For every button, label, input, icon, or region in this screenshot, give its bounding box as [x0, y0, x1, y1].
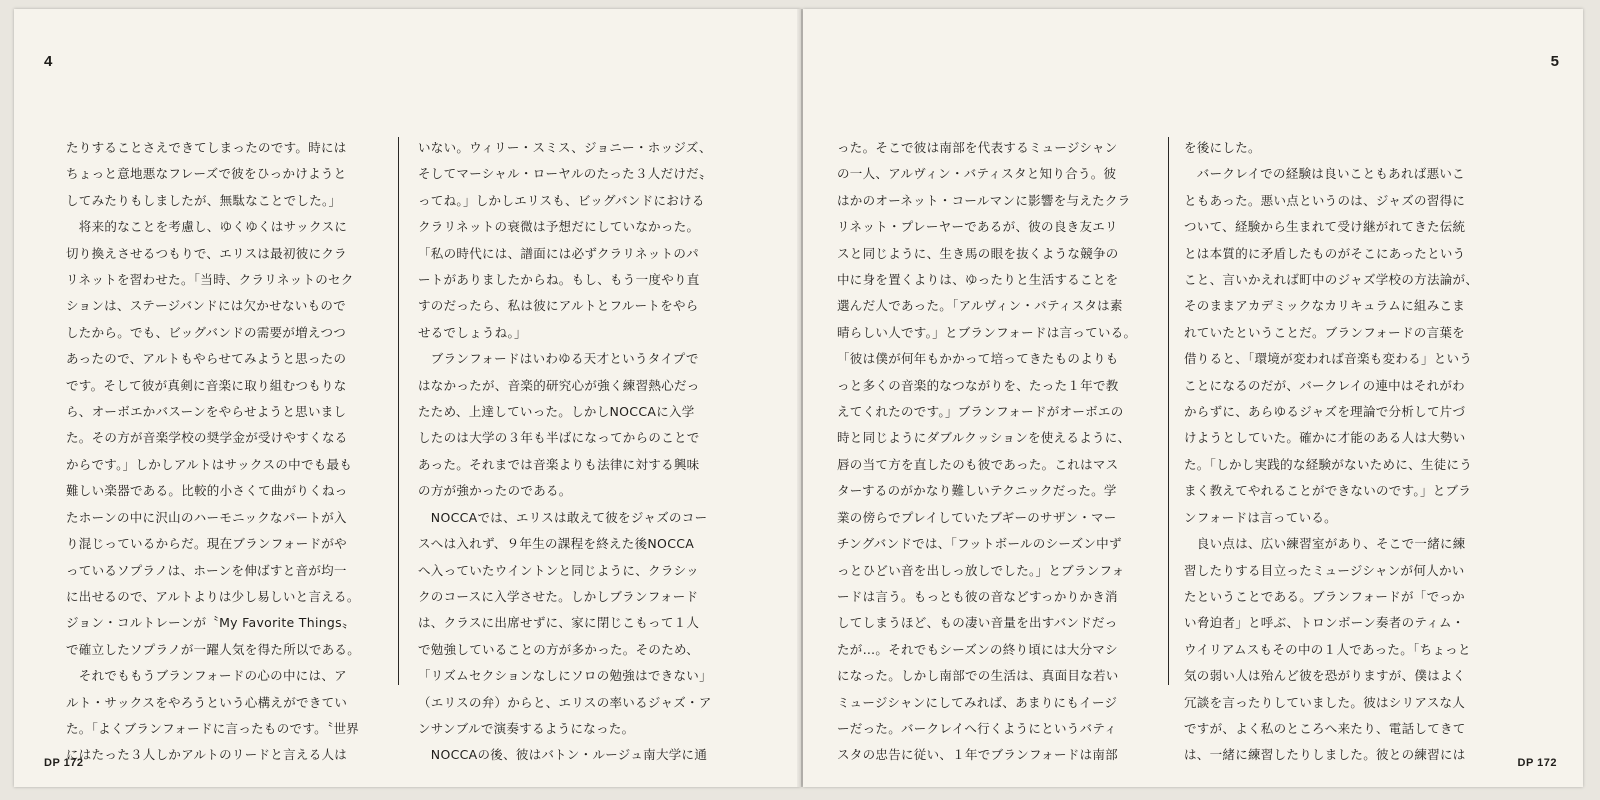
text-line: 習したりする目立ったミュージシャンが何人かい	[1184, 562, 1465, 578]
text-line: ってね。」しかしエリスも、ビッグバンドにおける	[418, 192, 705, 208]
text-line: からです。」しかしアルトはサックスの中でも最も	[66, 456, 353, 472]
text-line: れていたということだ。ブランフォードの言葉を	[1184, 324, 1465, 340]
page-number: 4	[44, 53, 53, 70]
text-line: ターするのがかなり難しいテクニックだった。学	[837, 483, 1117, 499]
text-line: 冗談を言ったりしていました。彼はシリアスな人	[1184, 694, 1466, 710]
text-column-2	[1184, 135, 1478, 769]
text-line: ミュージシャンにしてみれば、あまりにもイージ	[837, 694, 1118, 710]
text-line: 気の弱い人は殆んど彼を恐がりますが、僕はよく	[1184, 668, 1466, 684]
catalog-number: DP 172	[44, 757, 84, 769]
text-line: った。そこで彼は南部を代表するミュージシャン	[837, 140, 1118, 155]
text-line: ンサンブルで演奏するようになった。	[418, 720, 635, 736]
text-line: ウイリアムスもその中の１人であった。「ちょっと	[1184, 641, 1471, 657]
text-line: 時と同じようにダブルクッションを使えるように、	[837, 430, 1131, 446]
text-line: 将来的なことを考慮し、ゆくゆくはサックスに	[66, 219, 348, 235]
text-line: スタの忠告に従い、１年でブランフォードは南部	[837, 747, 1118, 763]
text-line: ついて、経験から生まれて受け継がれてきた伝統	[1184, 219, 1466, 235]
text-line: とは本質的に矛盾したものがそこにあったという	[1184, 245, 1466, 261]
text-line: 良い点は、広い練習室があり、そこで一緒に練	[1184, 536, 1466, 552]
text-line: NOCCAでは、エリスは敢えて彼をジャズのコー	[418, 509, 708, 525]
text-column-2	[418, 135, 712, 769]
text-line: の方が強かったのである。	[418, 483, 572, 499]
text-line: したから。でも、ビッグバンドの需要が増えつつ	[66, 324, 347, 340]
text-column-1	[66, 135, 360, 769]
text-line: けようとしていた。確かに才能のある人は大勢い	[1184, 430, 1466, 446]
text-line: 晴らしい人です。」とブランフォードは言っている。	[837, 324, 1137, 340]
text-line: スへは入れず、９年生の課程を終えた後NOCCA	[418, 536, 695, 552]
text-line: せるでしょうね。」	[418, 324, 527, 340]
text-line: は、一緒に練習したりしました。彼との練習には	[1184, 747, 1466, 763]
text-line: です。そして彼が真剣に音楽に取り組むつもりな	[66, 377, 347, 393]
text-line: っとひどい音を出しっ放しでした。」とブランフォ	[837, 562, 1125, 578]
text-line: ともあった。悪い点というのは、ジャズの習得に	[1184, 192, 1466, 208]
text-line: 借りると、「環境が変われば音楽も変わる」という	[1184, 351, 1473, 367]
text-line: ードは言う。もっとも彼の音などすっかりかき消	[837, 588, 1118, 604]
text-line: （エリスの弁）からと、エリスの率いるジャズ・ア	[418, 694, 712, 710]
text-line: してみたりもしましたが、無駄なことでした。」	[66, 192, 342, 208]
left-page	[14, 9, 801, 787]
text-line: 選んだ人であった。「アルヴィン・バティスタは素	[837, 298, 1123, 314]
text-line: 業の傍らでプレイしていたブギーのサザン・マー	[837, 509, 1117, 525]
page-number: 5	[1550, 53, 1559, 70]
text-line: たホーンの中に沢山のハーモニックなパートが入	[66, 509, 347, 525]
text-line: ションは、ステージバンドには欠かせないもので	[66, 298, 346, 314]
text-line: リネット・プレーヤーであるが、彼の良き友エリ	[837, 219, 1118, 235]
text-line: た。その方が音楽学校の奨学金が受けやすくなる	[66, 430, 348, 446]
text-line: はなかったが、音楽的研究心が強く練習熱心だっ	[418, 377, 700, 393]
text-line: ブランフォードはいわゆる天才というタイプで	[418, 351, 699, 367]
text-line: ンフォードは言っている。	[1184, 509, 1337, 525]
text-line: の一人、アルヴィン・バティスタと知り合う。彼	[837, 166, 1117, 182]
text-column-1	[837, 135, 1136, 769]
text-line: NOCCAの後、彼はバトン・ルージュ南大学に通	[418, 747, 708, 763]
text-line: を後にした。	[1184, 140, 1261, 155]
text-line: チングバンドでは、「フットボールのシーズン中ず	[837, 536, 1122, 552]
text-line: たが…。それでもシーズンの終り頃には大分マシ	[837, 641, 1118, 657]
text-line: ら、オーボエかバスーンをやらせようと思いまし	[66, 404, 347, 420]
text-line: ちょっと意地悪なフレーズで彼をひっかけようと	[66, 166, 347, 182]
text-line: い脅迫者」と呼ぶ、トロンボーン奏者のティム・	[1184, 615, 1465, 631]
text-line: た。「しかし実践的な経験がないために、生徒にう	[1184, 456, 1473, 472]
text-line: ですが、よく私のところへ来たり、電話してきて	[1184, 720, 1466, 736]
text-line: そしてマーシャル・ローヤルのたった３人だけだ〟	[418, 166, 712, 182]
text-line: っているソプラノは、ホーンを伸ばすと音が均一	[66, 562, 347, 578]
text-line: へ入っていたウイントンと同じように、クラシッ	[418, 562, 699, 578]
text-line: になった。しかし南部での生活は、真面目な若い	[837, 668, 1119, 684]
text-line: 「彼は僕が何年もかかって培ってきたものよりも	[837, 351, 1119, 367]
text-line: リネットを習わせた。「当時、クラリネットのセク	[66, 272, 354, 288]
text-line: クラリネットの衰微は予想だにしていなかった。	[418, 219, 700, 235]
text-line: ートがありましたからね。もし、もう一度やり直	[418, 272, 700, 288]
text-line: すのだったら、私は彼にアルトとフルートをやら	[418, 298, 699, 314]
text-line: そのままアカデミックなカリキュラムに組みこま	[1184, 298, 1466, 314]
column-divider	[398, 137, 399, 685]
text-line: っと多くの音楽的なつながりを、たった１年で教	[837, 377, 1119, 393]
text-line: 切り換えさせるつもりで、エリスは最初彼にクラ	[66, 245, 347, 261]
text-line: たため、上達していった。しかしNOCCAに入学	[418, 404, 695, 420]
text-line: いない。ウィリー・スミス、ジョニー・ホッジズ、	[418, 140, 712, 155]
text-line: 「私の時代には、譜面には必ずクラリネットのパ	[418, 245, 699, 261]
text-line: からずに、あらゆるジャズを理論で分析して片づ	[1184, 404, 1466, 420]
text-line: ことになるのだが、バークレイの連中はそれがわ	[1184, 377, 1465, 393]
text-line: 難しい楽器である。比較的小さくて曲がりくねっ	[66, 483, 348, 499]
text-line: それでももうブランフォードの心の中には、ア	[66, 668, 347, 684]
text-line: こと、言いかえれば町中のジャズ学校の方法論が、	[1184, 272, 1479, 288]
text-line: あった。それまでは音楽よりも法律に対する興味	[418, 456, 700, 472]
column-divider	[1168, 137, 1169, 685]
text-line: り混じっているからだ。現在ブランフォードがや	[66, 536, 347, 552]
text-line: たということである。ブランフォードが「でっか	[1184, 588, 1465, 604]
text-line: まく教えてやれることができないのです。」とブラ	[1184, 483, 1472, 499]
text-line: ーだった。バークレイへ行くようにというバティ	[837, 720, 1117, 736]
text-line: 中に身を置くよりは、ゆったりと生活することを	[837, 272, 1119, 288]
catalog-number: DP 172	[1517, 757, 1557, 769]
text-line: クのコースに入学させた。しかしブランフォード	[418, 588, 699, 604]
text-line: で確立したソプラノが一躍人気を得た所以である。	[66, 641, 361, 657]
text-line: た。「よくブランフォードに言ったものです。〝世界	[66, 720, 360, 736]
text-line: あったので、アルトもやらせてみようと思ったの	[66, 351, 347, 367]
text-line: ジョン・コルトレーンが〝My Favorite Things〟	[66, 615, 355, 631]
text-line: 「リズムセクションなしにソロの勉強はできない」	[418, 668, 712, 684]
text-line: スと同じように、生き馬の眼を抜くような競争の	[837, 245, 1119, 261]
text-line: 唇の当て方を直したのも彼であった。これはマス	[837, 456, 1119, 472]
text-line: したのは大学の３年も半ばになってからのことで	[418, 430, 700, 446]
right-page	[803, 9, 1583, 787]
text-line: にはたった３人しかアルトのリードと言える人は	[66, 747, 348, 763]
text-line: はかのオーネット・コールマンに影響を与えたクラ	[837, 192, 1131, 208]
text-line: してしまうほど、もの凄い音量を出すバンドだっ	[837, 615, 1118, 631]
text-line: に出せるので、アルトよりは少し易しいと言える。	[66, 588, 360, 604]
text-line: たりすることさえできてしまったのです。時には	[66, 140, 347, 155]
text-line: えてくれたのです。」ブランフォードがオーボエの	[837, 404, 1124, 420]
text-line: は、クラスに出席せずに、家に閉じこもって１人	[418, 615, 700, 631]
text-line: ルト・サックスをやろうという心構えができてい	[66, 694, 348, 710]
text-line: で勉強していることの方が多かった。そのため、	[418, 641, 700, 657]
text-line: バークレイでの経験は良いこともあれば悪いこ	[1184, 166, 1465, 182]
